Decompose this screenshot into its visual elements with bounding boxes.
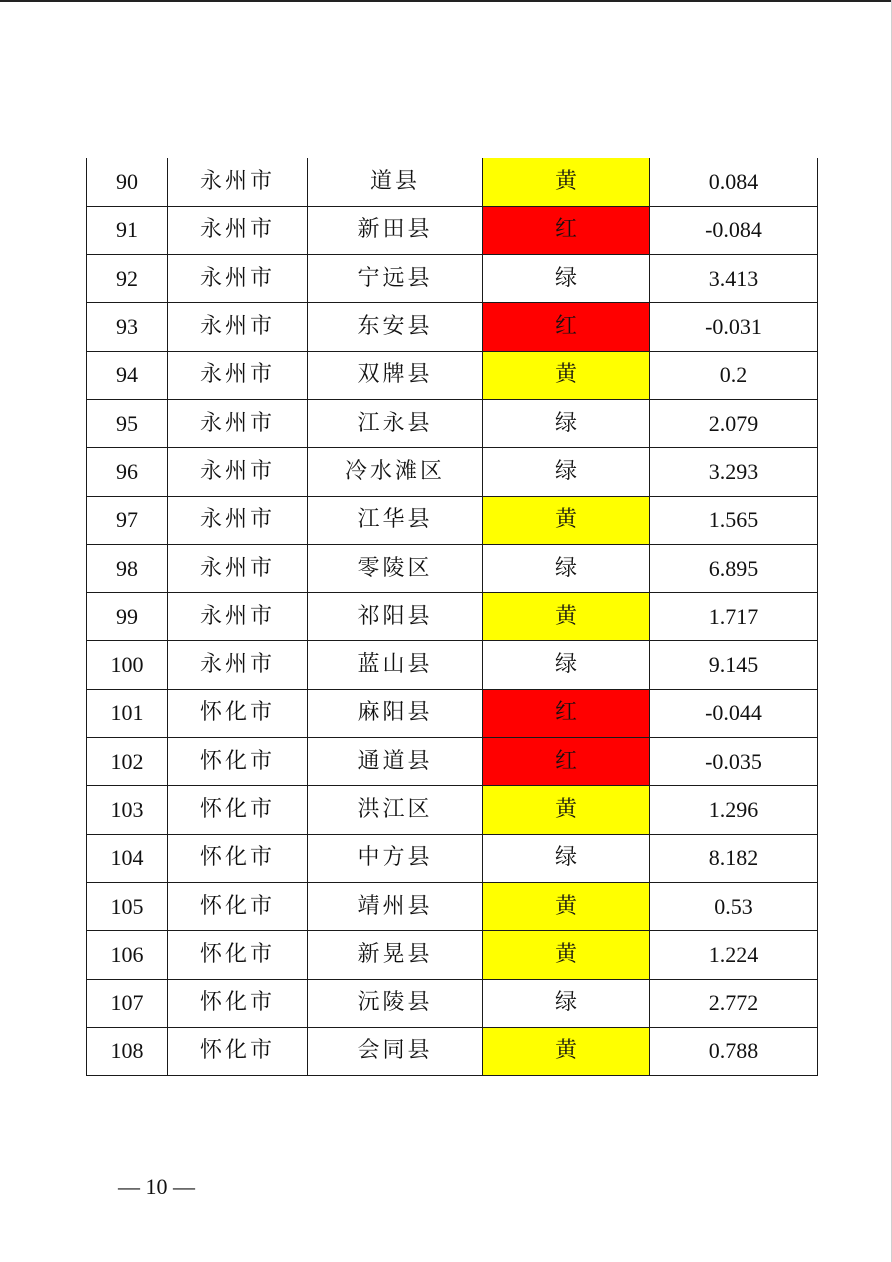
- row-number-cell: 100: [87, 641, 168, 689]
- row-number-cell: 97: [87, 496, 168, 544]
- row-number-cell: 101: [87, 689, 168, 737]
- value-cell: 0.2: [650, 351, 818, 399]
- county-level-table: [86, 158, 818, 1076]
- level-cell: 黄: [483, 496, 650, 544]
- city-cell: 怀化市: [168, 738, 308, 786]
- level-cell: 黄: [483, 158, 650, 206]
- table-row: [87, 689, 818, 737]
- table-row: [87, 979, 818, 1027]
- city-cell: 永州市: [168, 496, 308, 544]
- city-cell: 怀化市: [168, 931, 308, 979]
- county-cell: 江永县: [308, 399, 483, 447]
- county-cell: 宁远县: [308, 255, 483, 303]
- city-cell: 怀化市: [168, 834, 308, 882]
- row-number-cell: 106: [87, 931, 168, 979]
- page-top-border: [0, 0, 892, 2]
- table-row: [87, 158, 818, 206]
- level-cell: 黄: [483, 593, 650, 641]
- row-number-cell: 93: [87, 303, 168, 351]
- county-cell: 冷水滩区: [308, 448, 483, 496]
- county-cell: 东安县: [308, 303, 483, 351]
- city-cell: 永州市: [168, 351, 308, 399]
- level-cell: 绿: [483, 255, 650, 303]
- table-row: [87, 882, 818, 930]
- city-cell: 永州市: [168, 303, 308, 351]
- row-number-cell: 92: [87, 255, 168, 303]
- table-row: [87, 1027, 818, 1075]
- county-cell: 零陵区: [308, 544, 483, 592]
- table-row: [87, 303, 818, 351]
- county-cell: 沅陵县: [308, 979, 483, 1027]
- value-cell: 6.895: [650, 544, 818, 592]
- row-number-cell: 108: [87, 1027, 168, 1075]
- level-cell: 红: [483, 206, 650, 254]
- city-cell: 怀化市: [168, 882, 308, 930]
- value-cell: 0.53: [650, 882, 818, 930]
- city-cell: 永州市: [168, 158, 308, 206]
- city-cell: 永州市: [168, 255, 308, 303]
- level-cell: 黄: [483, 931, 650, 979]
- county-cell: 双牌县: [308, 351, 483, 399]
- table-row: [87, 834, 818, 882]
- value-cell: -0.035: [650, 738, 818, 786]
- table-row: [87, 786, 818, 834]
- table-row: [87, 931, 818, 979]
- value-cell: -0.084: [650, 206, 818, 254]
- row-number-cell: 104: [87, 834, 168, 882]
- row-number-cell: 103: [87, 786, 168, 834]
- level-cell: 红: [483, 689, 650, 737]
- county-cell: 道县: [308, 158, 483, 206]
- row-number-cell: 99: [87, 593, 168, 641]
- table-body: [87, 158, 818, 1076]
- county-cell: 蓝山县: [308, 641, 483, 689]
- level-cell: 绿: [483, 448, 650, 496]
- value-cell: 1.224: [650, 931, 818, 979]
- table-row: [87, 206, 818, 254]
- table-row: [87, 399, 818, 447]
- city-cell: 永州市: [168, 641, 308, 689]
- table-row: [87, 255, 818, 303]
- county-cell: 洪江区: [308, 786, 483, 834]
- value-cell: 3.413: [650, 255, 818, 303]
- value-cell: 1.296: [650, 786, 818, 834]
- value-cell: 1.565: [650, 496, 818, 544]
- level-cell: 红: [483, 738, 650, 786]
- level-cell: 黄: [483, 882, 650, 930]
- value-cell: 3.293: [650, 448, 818, 496]
- table-row: [87, 496, 818, 544]
- county-cell: 中方县: [308, 834, 483, 882]
- county-cell: 麻阳县: [308, 689, 483, 737]
- value-cell: -0.031: [650, 303, 818, 351]
- city-cell: 怀化市: [168, 1027, 308, 1075]
- value-cell: 8.182: [650, 834, 818, 882]
- city-cell: 永州市: [168, 448, 308, 496]
- county-cell: 靖州县: [308, 882, 483, 930]
- level-cell: 绿: [483, 399, 650, 447]
- city-cell: 永州市: [168, 206, 308, 254]
- table-row: [87, 544, 818, 592]
- value-cell: 2.772: [650, 979, 818, 1027]
- county-cell: 新晃县: [308, 931, 483, 979]
- county-cell: 通道县: [308, 738, 483, 786]
- city-cell: 永州市: [168, 593, 308, 641]
- row-number-cell: 94: [87, 351, 168, 399]
- city-cell: 怀化市: [168, 786, 308, 834]
- row-number-cell: 105: [87, 882, 168, 930]
- row-number-cell: 107: [87, 979, 168, 1027]
- city-cell: 怀化市: [168, 689, 308, 737]
- table-row: [87, 641, 818, 689]
- level-cell: 绿: [483, 544, 650, 592]
- table-row: [87, 738, 818, 786]
- row-number-cell: 96: [87, 448, 168, 496]
- row-number-cell: 98: [87, 544, 168, 592]
- city-cell: 怀化市: [168, 979, 308, 1027]
- value-cell: 1.717: [650, 593, 818, 641]
- table-row: [87, 448, 818, 496]
- level-cell: 黄: [483, 1027, 650, 1075]
- county-cell: 江华县: [308, 496, 483, 544]
- county-cell: 会同县: [308, 1027, 483, 1075]
- row-number-cell: 91: [87, 206, 168, 254]
- value-cell: -0.044: [650, 689, 818, 737]
- level-cell: 绿: [483, 641, 650, 689]
- level-cell: 绿: [483, 834, 650, 882]
- table-row: [87, 593, 818, 641]
- row-number-cell: 90: [87, 158, 168, 206]
- level-cell: 绿: [483, 979, 650, 1027]
- city-cell: 永州市: [168, 399, 308, 447]
- value-cell: 0.084: [650, 158, 818, 206]
- row-number-cell: 95: [87, 399, 168, 447]
- level-cell: 红: [483, 303, 650, 351]
- county-cell: 祁阳县: [308, 593, 483, 641]
- level-cell: 黄: [483, 351, 650, 399]
- level-cell: 黄: [483, 786, 650, 834]
- page-number: — 10 —: [118, 1174, 195, 1199]
- city-cell: 永州市: [168, 544, 308, 592]
- row-number-cell: 102: [87, 738, 168, 786]
- value-cell: 0.788: [650, 1027, 818, 1075]
- table-row: [87, 351, 818, 399]
- value-cell: 9.145: [650, 641, 818, 689]
- value-cell: 2.079: [650, 399, 818, 447]
- county-cell: 新田县: [308, 206, 483, 254]
